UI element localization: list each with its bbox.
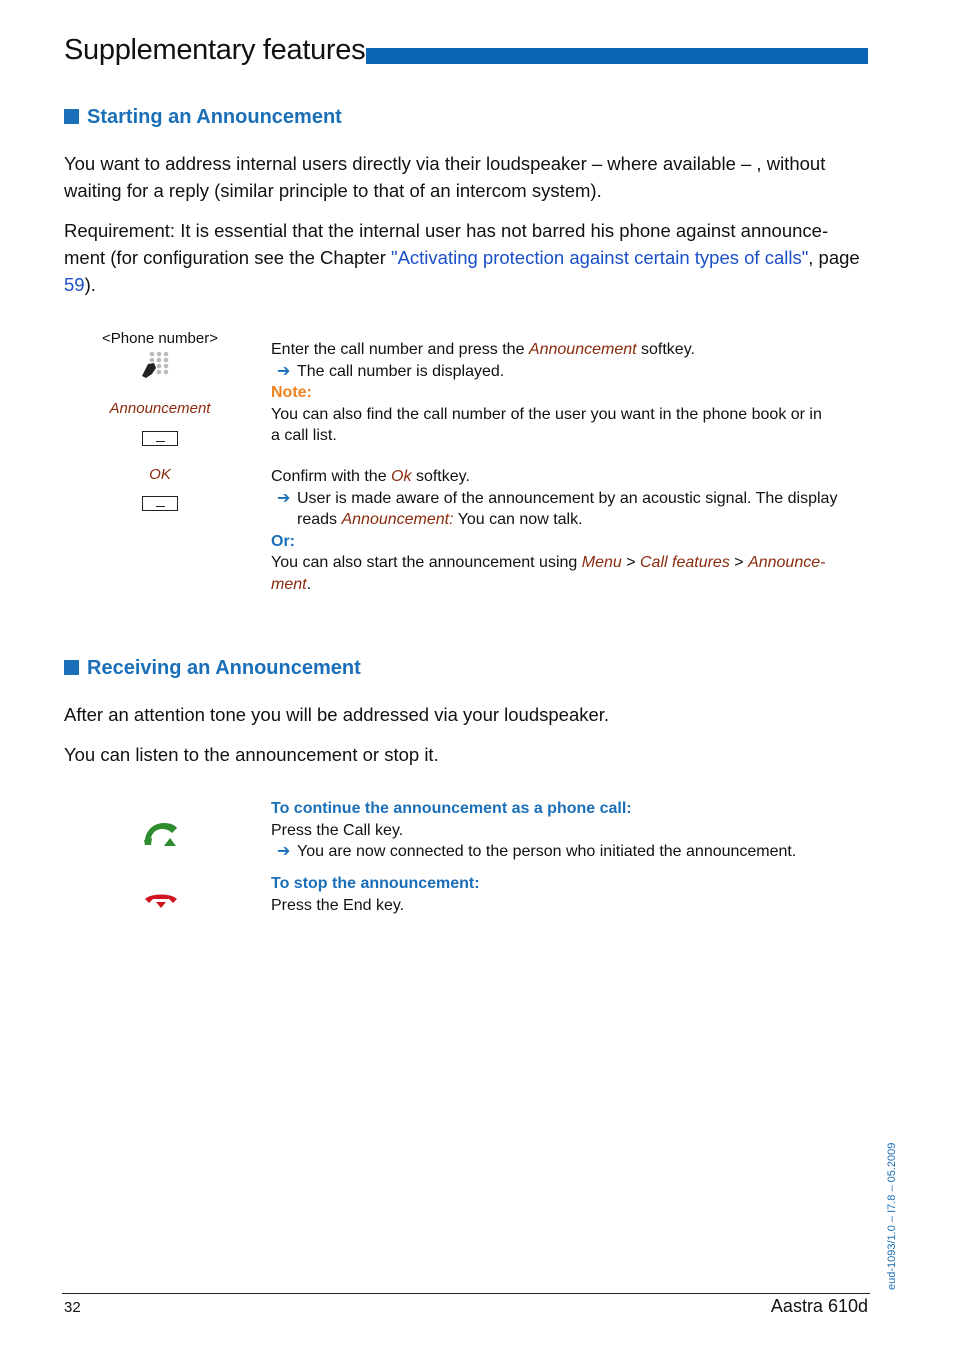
menu-separator: > (729, 554, 749, 572)
step1-instruction (271, 339, 856, 361)
instruction-text: Enter the call number and press the (271, 341, 529, 358)
page-link[interactable]: 59 (64, 274, 85, 295)
section2-intro (64, 701, 864, 781)
footer-divider (62, 1293, 870, 1294)
result-text: The call number is displayed. (297, 362, 505, 380)
listen-paragraph: You can listen to the announcement or stop it. (64, 744, 439, 765)
intro-paragraph: You want to address internal users directly via their loudspeaker – where available – , without waiting for a reply (similar principle to that of an intercom system). (64, 153, 826, 201)
menu-separator: > (621, 554, 640, 572)
result-text: You are now connected to the person who initiated the announcement. (297, 843, 797, 861)
or-text-line2 (271, 574, 856, 596)
note-text-line1: You can also find the call number of the user you want in the phone book or in (271, 405, 822, 423)
step1-result (271, 361, 856, 383)
or-text-line1 (271, 552, 856, 574)
instruction-text: Confirm with the (271, 468, 392, 485)
menu-item-announcement-cont: ment (271, 575, 307, 593)
requirement-text: Requirement: It is essential that the internal user has not barred his phone against announce-ment (for configuration see the Chapter (64, 220, 829, 268)
requirement-text-mid: , page (808, 247, 860, 268)
attention-paragraph: After an attention tone you will be addressed via your loudspeaker. (64, 704, 610, 725)
stop-heading: To stop the announcement: (271, 875, 480, 892)
phone-number-label: <Phone number> (102, 330, 218, 347)
menu-item-menu: Menu (581, 554, 622, 572)
display-text: Announcement: (341, 511, 454, 529)
step2-instruction (271, 466, 856, 488)
continue-result (271, 841, 856, 863)
softkey-label-ok: OK (149, 466, 171, 483)
note-text-line2: a call list. (271, 427, 337, 445)
requirement-paragraph (64, 217, 864, 298)
arrow-right-icon: ➔ (277, 843, 291, 861)
step2-description (271, 466, 856, 596)
section-heading-text: Receiving an Announcement (87, 657, 361, 679)
or-text-end: . (306, 575, 312, 593)
step2-result-line2 (271, 509, 856, 531)
product-name: Aastra 610d (770, 1296, 868, 1316)
continue-instruction: Press the Call key. (271, 821, 404, 839)
softkey-name: Announcement (528, 341, 637, 358)
section-heading-starting (64, 106, 342, 129)
arrow-right-icon: ➔ (277, 489, 291, 507)
section-square-icon (64, 109, 79, 124)
stop-description (271, 873, 856, 916)
note-label: Note: (271, 384, 312, 402)
step2-result-line1 (271, 488, 856, 510)
section-heading-text: Starting an Announcement (87, 106, 342, 128)
softkey-button[interactable] (142, 496, 178, 511)
result-text: User is made aware of the announcement by an acoustic signal. The display (297, 489, 838, 507)
menu-item-announcement: Announce- (748, 554, 826, 572)
page-title: Supplementary features (64, 34, 366, 66)
softkey-button[interactable] (142, 431, 178, 446)
end-key-icon[interactable] (143, 891, 179, 911)
page-number: 32 (64, 1299, 81, 1316)
document-id: eud-1093/1.0 – I7.8 – 05.2009 (886, 1142, 898, 1290)
continue-heading: To continue the announcement as a phone call: (271, 800, 632, 817)
section-heading-receiving (64, 657, 361, 680)
menu-item-call-features: Call features (640, 554, 730, 572)
step1-description (271, 339, 856, 447)
result-text-pre: reads (297, 511, 342, 529)
softkey-name: Ok (391, 468, 412, 485)
or-label: Or: (271, 532, 295, 550)
title-bar (366, 48, 868, 64)
instruction-text-end: softkey. (411, 468, 470, 485)
softkey-label-announcement: Announcement (109, 400, 211, 417)
call-key-icon[interactable] (142, 820, 180, 850)
result-text-post: You can now talk. (453, 511, 583, 529)
requirement-text-end: ). (84, 274, 96, 295)
section-square-icon (64, 660, 79, 675)
continue-description (271, 798, 856, 863)
instruction-text-end: softkey. (636, 341, 695, 358)
keypad-dial-icon (140, 350, 176, 380)
arrow-right-icon: ➔ (277, 362, 291, 380)
or-text: You can also start the announcement using (271, 554, 582, 572)
section1-intro (64, 150, 864, 311)
chapter-link[interactable]: "Activating protection against certain types of calls" (391, 247, 809, 268)
stop-instruction: Press the End key. (271, 896, 405, 914)
